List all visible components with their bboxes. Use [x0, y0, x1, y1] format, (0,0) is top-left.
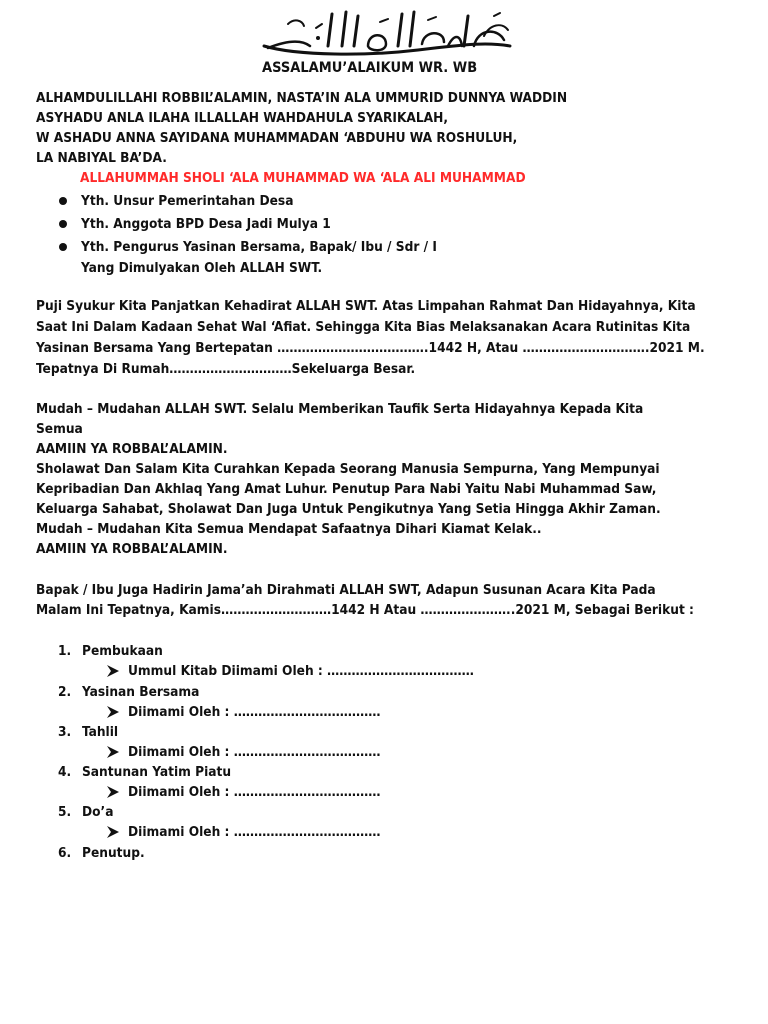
agenda-title: Pembukaan	[82, 643, 163, 659]
paragraph-line: AAMIIN YA ROBBAL’ALAMIN.	[36, 541, 228, 557]
agenda-number: 3.	[58, 724, 72, 740]
paragraph-line: Sholawat Dan Salam Kita Curahkan Kepada Seorang Manusia Sempurna, Yang Mempunyai	[36, 461, 660, 477]
bullet-icon	[59, 197, 67, 205]
bullet-icon	[59, 243, 67, 251]
paragraph-line: Yasinan Bersama Yang Bertepatan ……………………………….1442 H, Atau ………………………….2021 M.	[36, 340, 705, 356]
sholawat-line: ALLAHUMMAH SHOLI ‘ALA MUHAMMAD WA ‘ALA ALI MUHAMMAD	[80, 170, 526, 186]
paragraph-line: Keluarga Sahabat, Sholawat Dan Juga Untuk Pengikutnya Yang Setia Hingga Akhir Zaman.	[36, 501, 661, 517]
agenda-number: 4.	[58, 764, 72, 780]
agenda-number: 6.	[58, 845, 72, 861]
agenda-subitem: Diimami Oleh : ………………………………	[128, 704, 381, 720]
paragraph-line: Kepribadian Dan Akhlaq Yang Amat Luhur. Penutup Para Nabi Yaitu Nabi Muhammad Saw,	[36, 481, 657, 497]
agenda-subitem: Ummul Kitab Diimami Oleh : ………………………………	[128, 663, 474, 679]
arrowhead-icon	[106, 705, 120, 719]
arrowhead-icon	[106, 825, 120, 839]
agenda-title: Santunan Yatim Piatu	[82, 764, 232, 780]
agenda-number: 5.	[58, 804, 72, 820]
paragraph-line: Bapak / Ibu Juga Hadirin Jama’ah Dirahmati ALLAH SWT, Adapun Susunan Acara Kita Pada	[36, 582, 656, 598]
arrowhead-icon	[106, 785, 120, 799]
addressee-item: Yth. Unsur Pemerintahan Desa	[81, 193, 294, 209]
bismillah-calligraphy	[258, 6, 516, 58]
paragraph-line: Semua	[36, 421, 83, 437]
agenda-number: 1.	[58, 643, 72, 659]
opening-line: W ASHADU ANNA SAYIDANA MUHAMMADAN ‘ABDUHU WA ROSHULUH,	[36, 130, 518, 146]
agenda-subitem: Diimami Oleh : ………………………………	[128, 824, 381, 840]
paragraph-line: Puji Syukur Kita Panjatkan Kehadirat ALLAH SWT. Atas Limpahan Rahmat Dan Hidayahnya, Kita	[36, 298, 696, 314]
paragraph-line: Saat Ini Dalam Kadaan Sehat Wal ‘Afiat. Sehingga Kita Bias Melaksanakan Acara Rutinitas Kita	[36, 319, 691, 335]
greeting-heading: ASSALAMU’ALAIKUM WR. WB	[262, 60, 478, 76]
addressee-tail: Yang Dimulyakan Oleh ALLAH SWT.	[81, 260, 323, 276]
opening-line: LA NABIYAL BA’DA.	[36, 150, 167, 166]
agenda-title: Do’a	[82, 804, 114, 820]
addressee-item: Yth. Anggota BPD Desa Jadi Mulya 1	[81, 216, 331, 232]
bismillah-text: بِسْمِ اللّٰهِ الرَّحْمٰنِ الرَّحِيْمِ	[258, 6, 269, 7]
agenda-subitem: Diimami Oleh : ………………………………	[128, 744, 381, 760]
agenda-subitem: Diimami Oleh : ………………………………	[128, 784, 381, 800]
agenda-title: Penutup.	[82, 845, 145, 861]
arrowhead-icon	[106, 664, 120, 678]
agenda-title: Yasinan Bersama	[82, 684, 200, 700]
agenda-title: Tahlil	[82, 724, 119, 740]
paragraph-line: Mudah – Mudahan ALLAH SWT. Selalu Memberikan Taufik Serta Hidayahnya Kepada Kita	[36, 401, 644, 417]
bullet-icon	[59, 220, 67, 228]
paragraph-line: AAMIIN YA ROBBAL’ALAMIN.	[36, 441, 228, 457]
opening-line: ALHAMDULILLAHI ROBBIL’ALAMIN, NASTA’IN ALA UMMURID DUNNYA WADDIN	[36, 90, 568, 106]
opening-line: ASYHADU ANLA ILAHA ILLALLAH WAHDAHULA SYARIKALAH,	[36, 110, 449, 126]
arrowhead-icon	[106, 745, 120, 759]
addressee-item: Yth. Pengurus Yasinan Bersama, Bapak/ Ibu / Sdr / I	[81, 239, 437, 255]
agenda-number: 2.	[58, 684, 72, 700]
paragraph-line: Malam Ini Tepatnya, Kamis………………………1442 H Atau …………………..2021 M, Sebagai Berikut :	[36, 602, 694, 618]
paragraph-line: Tepatnya Di Rumah…………………………Sekeluarga Besar.	[36, 361, 416, 377]
paragraph-line: Mudah – Mudahan Kita Semua Mendapat Safaatnya Dihari Kiamat Kelak..	[36, 521, 542, 537]
